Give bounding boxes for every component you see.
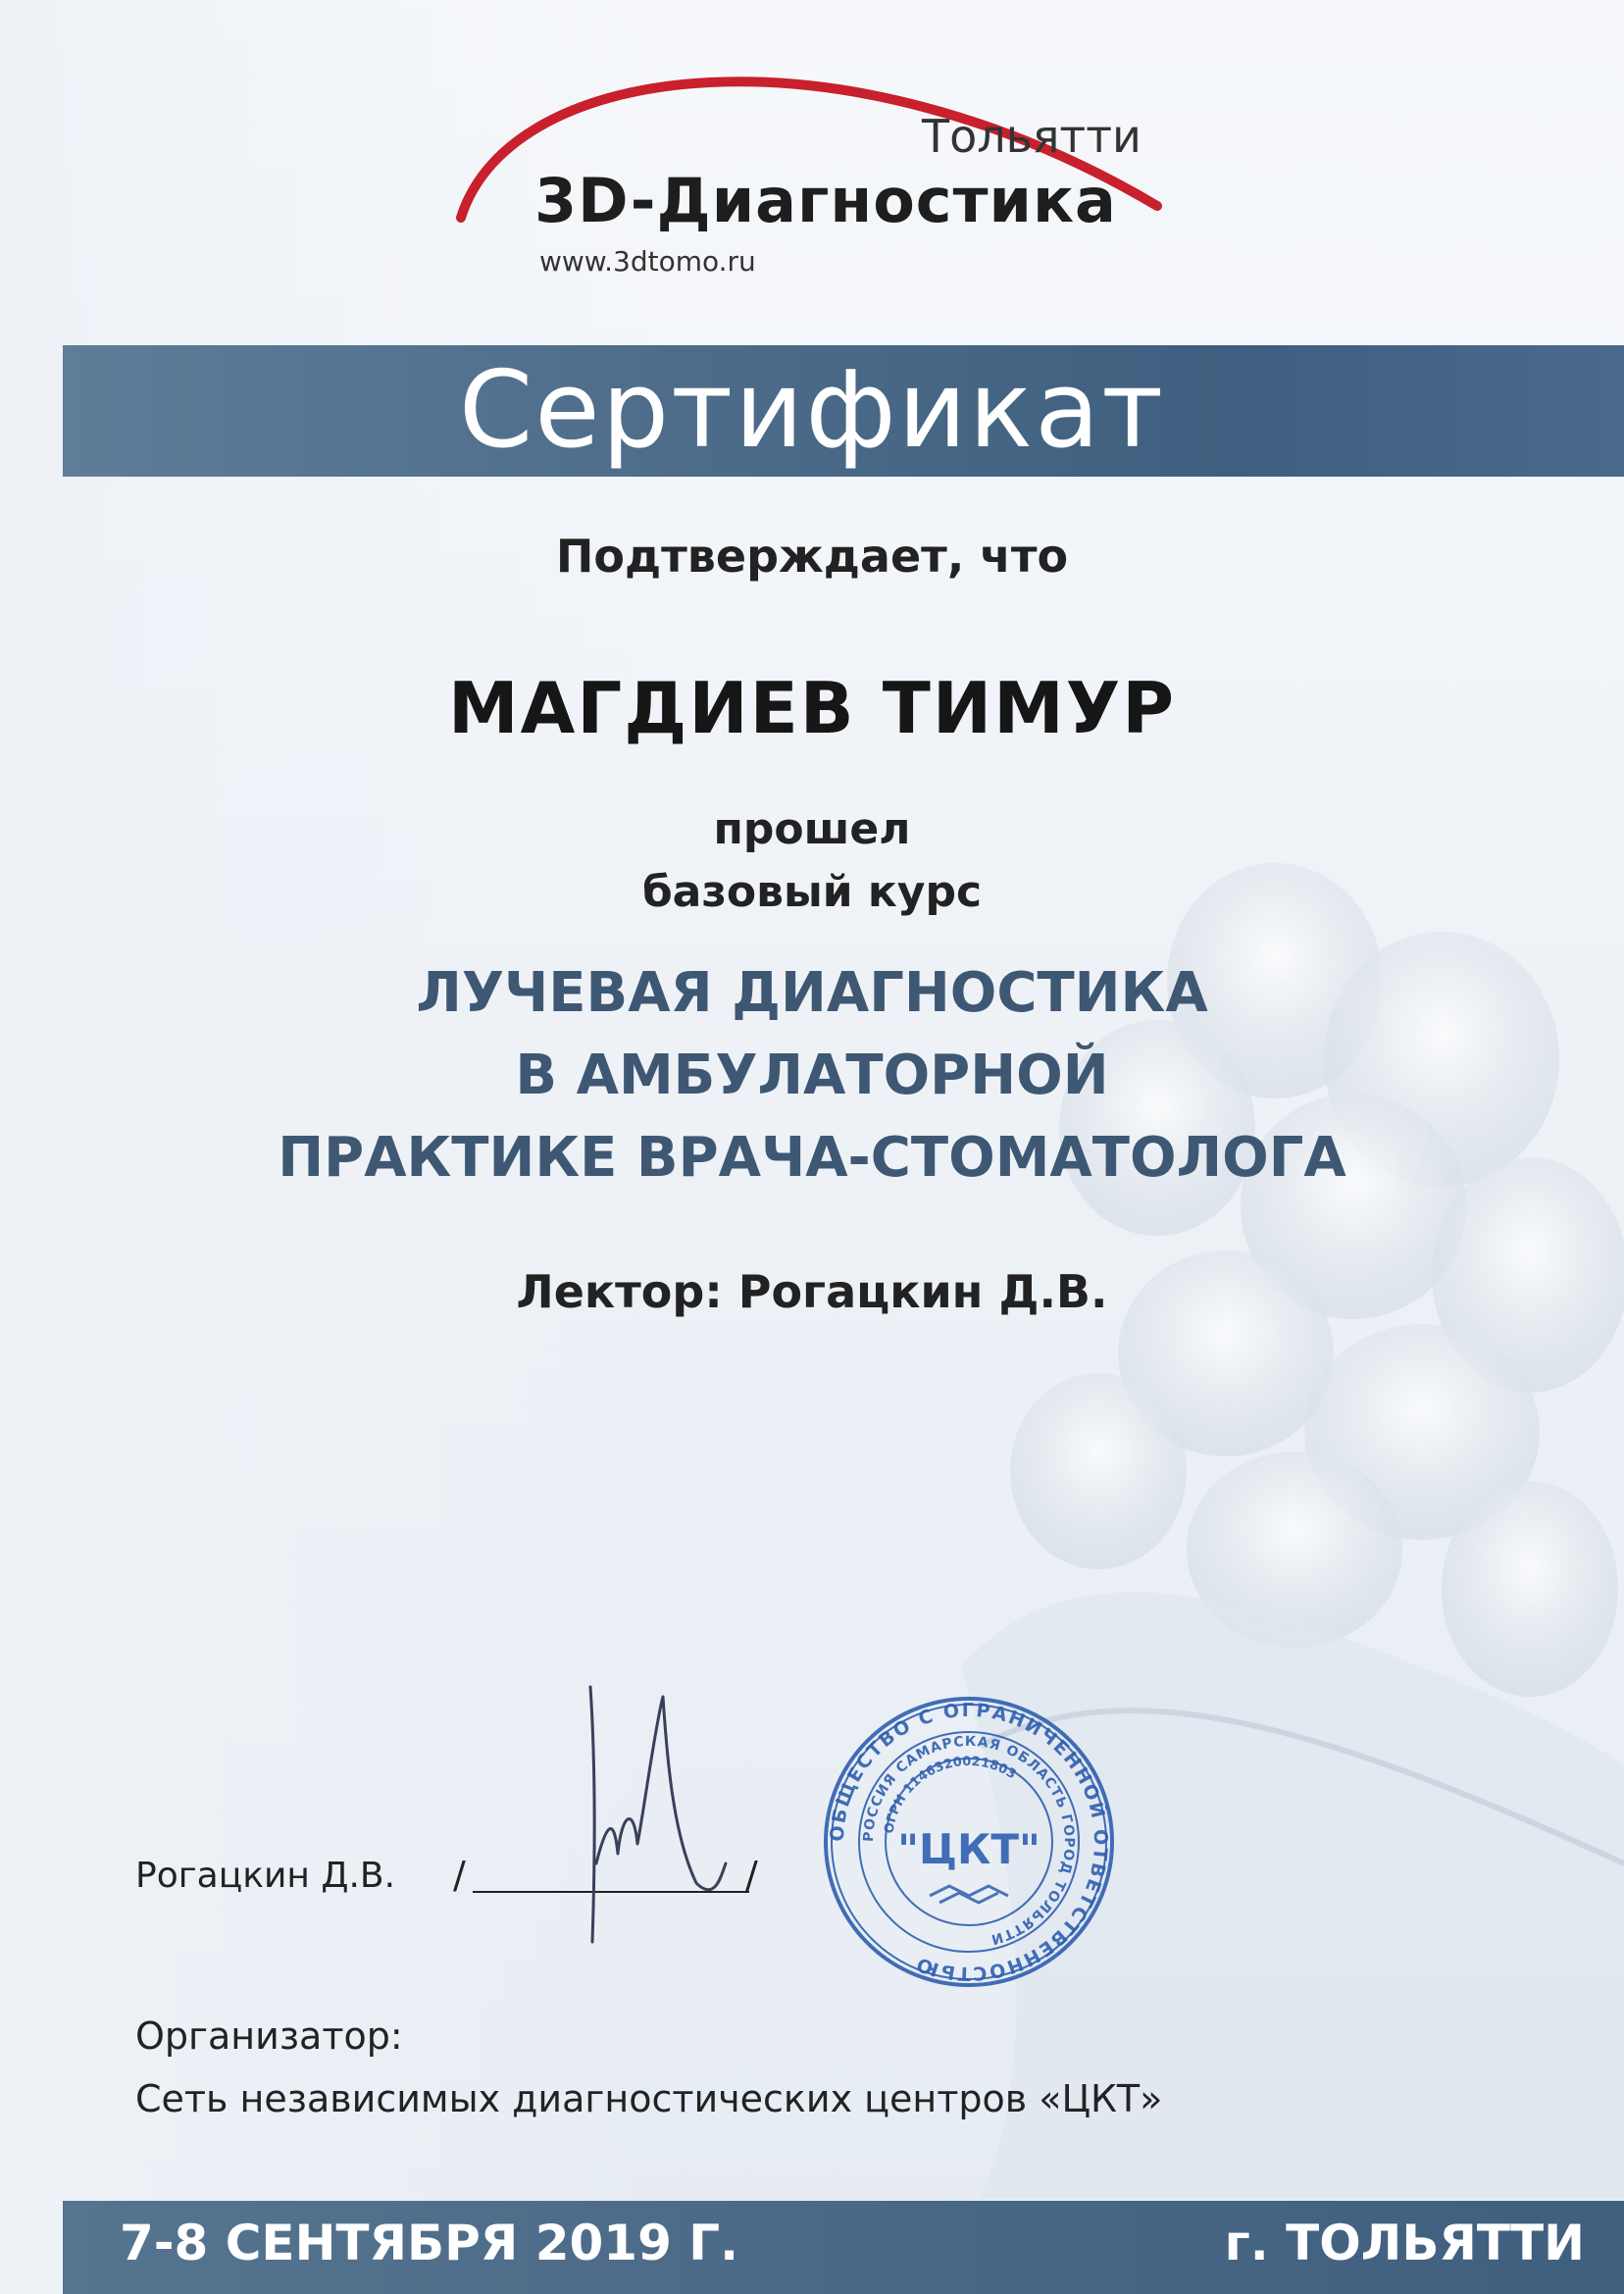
recipient-name: МАГДИЕВ ТИМУР bbox=[447, 667, 1177, 749]
seal-center-text: "ЦКТ" bbox=[897, 1825, 1040, 1873]
logo-city: Тольятти bbox=[922, 110, 1142, 163]
signature-slash-open: / bbox=[453, 1854, 466, 1897]
signature-slash-close: / bbox=[745, 1854, 758, 1897]
seal-ogrn: ОГРН 1146320021803 bbox=[882, 1754, 1019, 1835]
logo-url: www.3dtomo.ru bbox=[539, 245, 756, 278]
seal-inner-text: РОССИЯ САМАРСКАЯ ОБЛАСТЬ ГОРОД ТОЛЬЯТТИ bbox=[860, 1733, 1078, 1948]
organizer-label: Организатор: bbox=[135, 2014, 403, 2058]
event-date: 7-8 СЕНТЯБРЯ 2019 Г. bbox=[120, 2215, 739, 2271]
course-title-line-3: ПРАКТИКЕ ВРАЧА-СТОМАТОЛОГА bbox=[278, 1126, 1346, 1190]
company-seal bbox=[822, 1695, 1116, 1989]
lecturer-text: Лектор: Рогацкин Д.В. bbox=[516, 1265, 1108, 1318]
confirms-text: Подтверждает, что bbox=[555, 530, 1069, 583]
signatory-name: Рогацкин Д.В. bbox=[135, 1856, 396, 1896]
logo-name: 3D-Диагностика bbox=[534, 165, 1117, 236]
organizer-name: Сеть независимых диагностических центров «ЦКТ» bbox=[135, 2077, 1163, 2120]
course-type: базовый курс bbox=[641, 867, 983, 917]
seal-outer-text: ОБЩЕСТВО С ОГРАНИЧЕННОЙ ОТВЕТСТВЕННОСТЬЮ bbox=[826, 1699, 1112, 1985]
course-title-line-2: В АМБУЛАТОРНОЙ bbox=[515, 1044, 1109, 1107]
passed-text: прошел bbox=[713, 804, 911, 854]
certificate-title: Сертификат bbox=[458, 349, 1166, 472]
event-city: г. ТОЛЬЯТТИ bbox=[1224, 2215, 1585, 2271]
handshake-icon bbox=[930, 1886, 1008, 1903]
course-title-line-1: ЛУЧЕВАЯ ДИАГНОСТИКА bbox=[416, 961, 1208, 1025]
handwritten-signature bbox=[549, 1667, 745, 1962]
